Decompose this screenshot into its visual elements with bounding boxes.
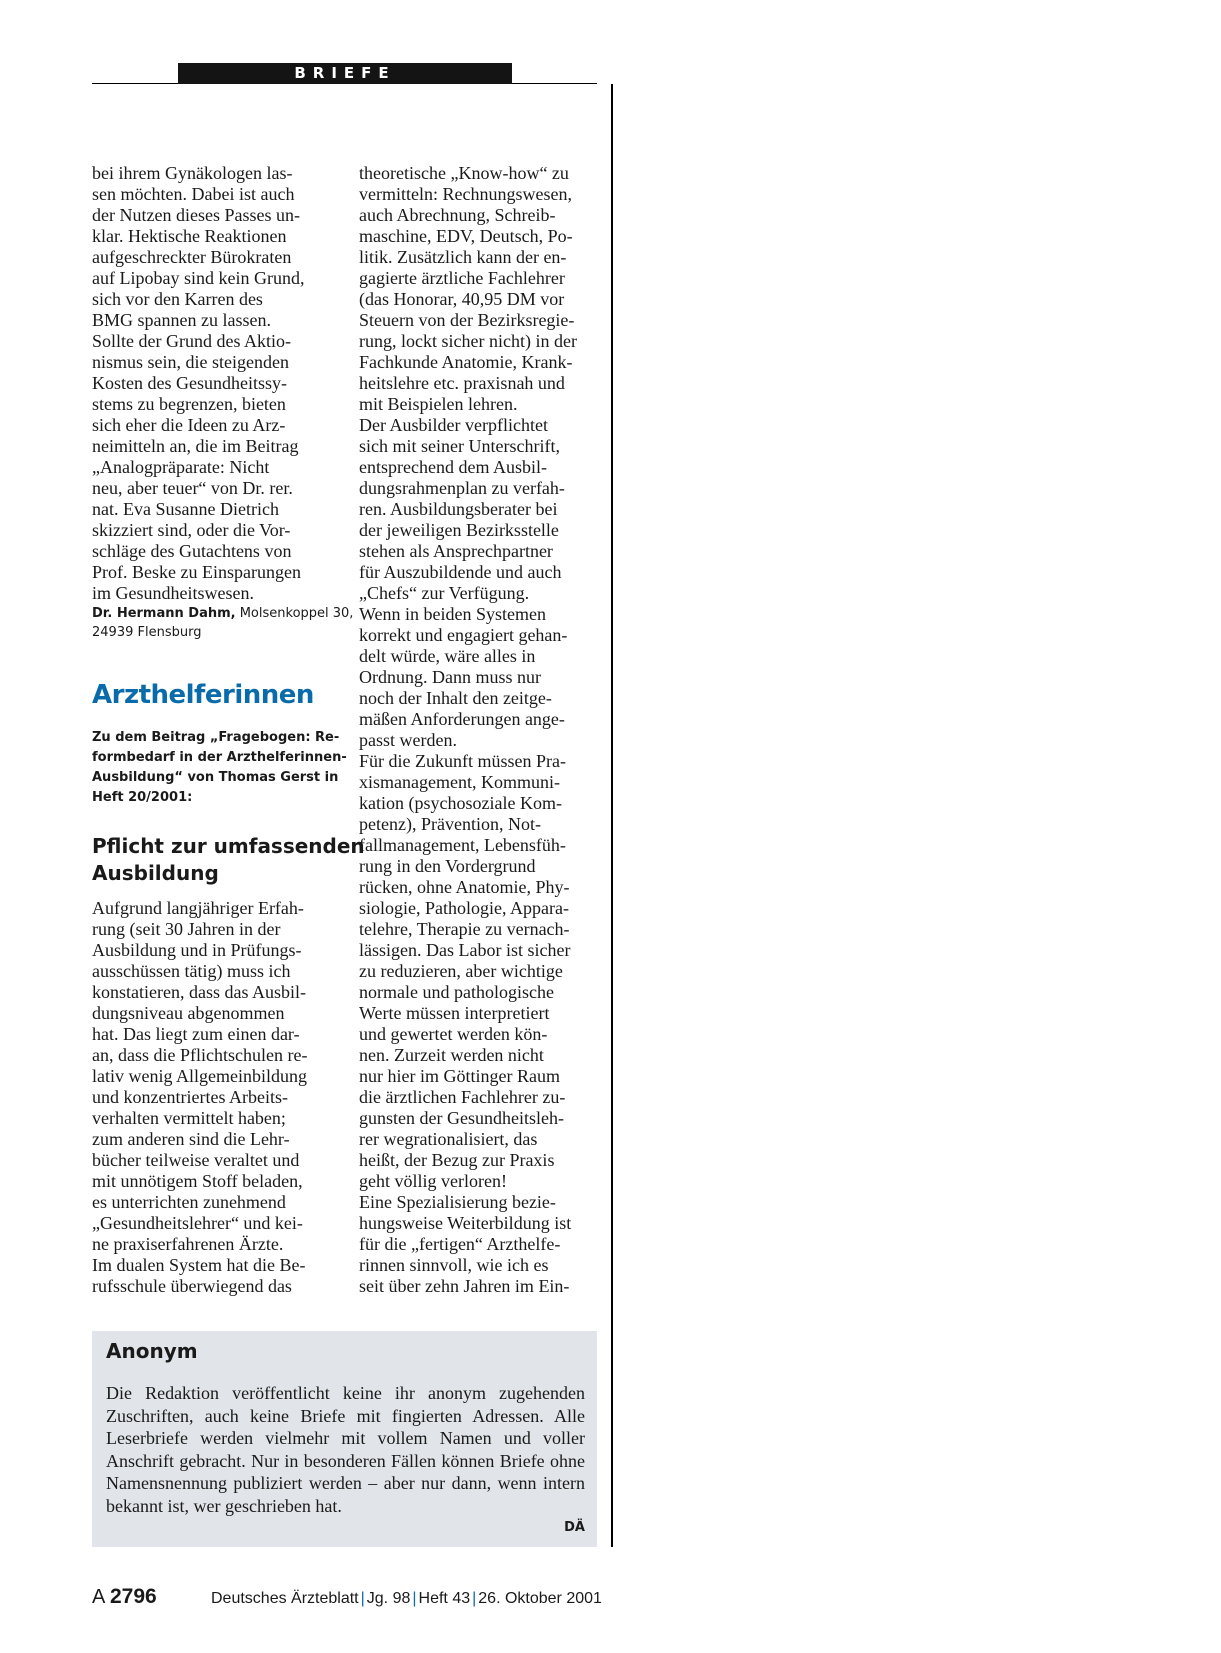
body-text-line: noch der Inhalt den zeitge-	[359, 688, 552, 708]
page-prefix: A	[92, 1586, 106, 1608]
body-text-line: ne praxiserfahrenen Ärzte.	[92, 1234, 284, 1254]
body-text-line: im Gesundheitswesen.	[92, 583, 254, 603]
body-text-line: xismanagement, Kommuni-	[359, 772, 560, 792]
body-text-line: Prof. Beske zu Einsparungen	[92, 562, 301, 582]
body-text-line: hat. Das liegt zum einen dar-	[92, 1024, 300, 1044]
body-text-line: es unterrichten zunehmend	[92, 1192, 286, 1212]
body-text-line: Ausbildung und in Prüfungs-	[92, 940, 302, 960]
body-text-line: Der Ausbilder verpflichtet	[359, 415, 548, 435]
body-text-line: kation (psychosoziale Kom-	[359, 793, 562, 813]
author-street: Molsenkoppel 30,	[235, 606, 354, 621]
page-number: 2796	[110, 1585, 157, 1608]
notice-body: Die Redaktion veröffentlicht keine ihr anonym zugehenden Zuschriften, auch keine Briefe mit fingierten Adressen. Alle Leserbriefe werden vielmehr mit vollem Namen und voller Anschrift gebracht. Nur in besonderen Fällen können Briefe ohne Namensnennung publiziert werden – aber nur dann, wenn intern bekannt ist, wer geschrieben hat.	[106, 1383, 585, 1516]
body-text-line: zum anderen sind die Lehr-	[92, 1129, 290, 1149]
body-text-line: rung (seit 30 Jahren in der	[92, 919, 281, 939]
body-text-line: auf Lipobay sind kein Grund,	[92, 268, 305, 288]
body-text-line: vermitteln: Rechnungswesen,	[359, 184, 572, 204]
body-text-line: klar. Hektische Reaktionen	[92, 226, 287, 246]
body-text-line: ren. Ausbildungsberater bei	[359, 499, 558, 519]
article-reference-intro	[92, 728, 347, 808]
body-text-line: lässigen. Das Labor ist sicher	[359, 940, 571, 960]
body-text-line: aufgeschreckter Bürokraten	[92, 247, 292, 267]
body-text-line: entsprechend dem Ausbil-	[359, 457, 547, 477]
headline-line: Pflicht zur umfassenden	[92, 834, 365, 858]
body-text-line: seit über zehn Jahren im Ein-	[359, 1276, 570, 1296]
body-text-line: mit Beispielen lehren.	[359, 394, 518, 414]
body-text-line: für Auszubildende und auch	[359, 562, 562, 582]
body-text-line: an, dass die Pflichtschulen re-	[92, 1045, 308, 1065]
body-text-line: bücher teilweise veraltet und	[92, 1150, 300, 1170]
body-text-line: rücken, ohne Anatomie, Phy-	[359, 877, 570, 897]
body-text-line: Im dualen System hat die Be-	[92, 1255, 306, 1275]
intro-line: formbedarf in der Arzthelferinnen-	[92, 750, 347, 765]
body-text-line: lativ wenig Allgemeinbildung	[92, 1066, 307, 1086]
body-text-line: maschine, EDV, Deutsch, Po-	[359, 226, 573, 246]
body-text-line: sen möchten. Dabei ist auch	[92, 184, 295, 204]
body-text-line: sich vor den Karren des	[92, 289, 263, 309]
body-text-line: und konzentriertes Arbeits-	[92, 1087, 288, 1107]
body-text-line: schläge des Gutachtens von	[92, 541, 292, 561]
section-title: Arzthelferinnen	[92, 680, 314, 710]
body-text-line: die ärztlichen Fachlehrer zu-	[359, 1087, 566, 1107]
body-text-line: heitslehre etc. praxisnah und	[359, 373, 565, 393]
body-text-line: Wenn in beiden Systemen	[359, 604, 547, 624]
left-column-text-2	[92, 898, 340, 1297]
left-column-text	[92, 163, 354, 642]
body-text-line: rung, lockt sicher nicht) in der	[359, 331, 577, 351]
body-text-line: der Nutzen dieses Passes un-	[92, 205, 300, 225]
body-text-line: Werte müssen interpretiert	[359, 1003, 550, 1023]
body-text-line: Fachkunde Anatomie, Krank-	[359, 352, 573, 372]
issue: Heft 43	[418, 1590, 471, 1607]
author-name: Dr. Hermann Dahm,	[92, 606, 236, 621]
body-text-line: mit unnötigem Stoff beladen,	[92, 1171, 303, 1191]
body-text-line: korrekt und engagiert gehan-	[359, 625, 568, 645]
body-text-line: passt werden.	[359, 730, 457, 750]
body-text-line: neimitteln an, die im Beitrag	[92, 436, 299, 456]
anonym-notice-box	[92, 1331, 597, 1547]
body-text-line: Aufgrund langjähriger Erfah-	[92, 898, 304, 918]
body-text-line: litik. Zusätzlich kann der en-	[359, 247, 567, 267]
body-text-line: delt würde, wäre alles in	[359, 646, 536, 666]
body-text-line: stems zu begrenzen, bieten	[92, 394, 286, 414]
body-text-line: zu reduzieren, aber wichtige	[359, 961, 563, 981]
body-text-line: theoretische „Know-how“ zu	[359, 163, 569, 183]
body-text-line: siologie, Pathologie, Appara-	[359, 898, 569, 918]
body-text-line: Eine Spezialisierung bezie-	[359, 1192, 556, 1212]
intro-line: Ausbildung“ von Thomas Gerst in	[92, 770, 339, 785]
body-text-line: neu, aber teuer“ von Dr. rer.	[92, 478, 293, 498]
body-text-line: nur hier im Göttinger Raum	[359, 1066, 560, 1086]
body-text-line: mäßen Anforderungen ange-	[359, 709, 565, 729]
body-text-line: rung in den Vordergrund	[359, 856, 536, 876]
body-text-line: normale und pathologische	[359, 982, 554, 1002]
section-header-bar: BRIEFE	[178, 63, 512, 84]
body-text-line: der jeweiligen Bezirksstelle	[359, 520, 559, 540]
intro-line: Zu dem Beitrag „Fragebogen: Re-	[92, 730, 340, 745]
body-text-line: geht völlig verloren!	[359, 1171, 507, 1191]
journal-name: Deutsches Ärzteblatt	[211, 1590, 359, 1607]
body-text-line: und gewertet werden kön-	[359, 1024, 548, 1044]
body-text-line: stehen als Ansprechpartner	[359, 541, 553, 561]
notice-signature: DÄ	[564, 1520, 585, 1535]
body-text-line: hungsweise Weiterbildung ist	[359, 1213, 572, 1233]
body-text-line: sich eher die Ideen zu Arz-	[92, 415, 286, 435]
body-text-line: Kosten des Gesundheitssy-	[92, 373, 287, 393]
body-text-line: telehre, Therapie zu vernach-	[359, 919, 570, 939]
letter-headline	[92, 833, 365, 887]
body-text-line: dungsniveau abgenommen	[92, 1003, 285, 1023]
issue-date: 26. Oktober 2001	[478, 1590, 602, 1607]
body-text-line: Sollte der Grund des Aktio-	[92, 331, 291, 351]
body-text-line: BMG spannen zu lassen.	[92, 310, 271, 330]
body-text-line: petenz), Prävention, Not-	[359, 814, 541, 834]
body-text-line: konstatieren, dass das Ausbil-	[92, 982, 306, 1002]
body-text-line: fallmanagement, Lebensfüh-	[359, 835, 566, 855]
body-text-line: nismus sein, die steigenden	[92, 352, 289, 372]
publication-info: Deutsches Ärzteblatt | Jg. 98 | Heft 43 | 26. Oktober 2001	[211, 1590, 602, 1607]
body-text-line: „Gesundheitslehrer“ und kei-	[92, 1213, 303, 1233]
body-text-line: heißt, der Bezug zur Praxis	[359, 1150, 555, 1170]
body-text-line: Steuern von der Bezirksregie-	[359, 310, 575, 330]
right-column-text	[359, 163, 599, 1297]
body-text-line: nat. Eva Susanne Dietrich	[92, 499, 279, 519]
body-text-line: Ordnung. Dann muss nur	[359, 667, 541, 687]
body-text-line: verhalten vermittelt haben;	[92, 1108, 286, 1128]
body-text-line: auch Abrechnung, Schreib-	[359, 205, 556, 225]
headline-line: Ausbildung	[92, 861, 219, 885]
intro-line: Heft 20/2001:	[92, 790, 193, 805]
body-text-line: sich mit seiner Unterschrift,	[359, 436, 560, 456]
body-text-line: gagierte ärztliche Fachlehrer	[359, 268, 565, 288]
body-text-line: skizziert sind, oder die Vor-	[92, 520, 291, 540]
column-vertical-rule	[611, 84, 613, 1547]
body-text-line: rer wegrationalisiert, das	[359, 1129, 538, 1149]
body-text-line: gunsten der Gesundheitsleh-	[359, 1108, 564, 1128]
volume: Jg. 98	[366, 1590, 411, 1607]
body-text-line: für die „fertigen“ Arzthelfe-	[359, 1234, 561, 1254]
body-text-line: rinnen sinnvoll, wie ich es	[359, 1255, 549, 1275]
author-city: 24939 Flensburg	[92, 625, 202, 640]
body-text-line: Für die Zukunft müssen Pra-	[359, 751, 566, 771]
body-text-line: nen. Zurzeit werden nicht	[359, 1045, 544, 1065]
body-text-line: „Analogpräparate: Nicht	[92, 457, 270, 477]
body-text-line: ausschüssen tätig) muss ich	[92, 961, 291, 981]
author-signature	[92, 604, 354, 623]
body-text-line: (das Honorar, 40,95 DM vor	[359, 289, 565, 309]
body-text-line: dungsrahmenplan zu verfah-	[359, 478, 565, 498]
body-text-line: bei ihrem Gynäkologen las-	[92, 163, 293, 183]
notice-title: Anonym	[106, 1339, 198, 1363]
body-text-line: „Chefs“ zur Verfügung.	[359, 583, 530, 603]
body-text-line: rufsschule überwiegend das	[92, 1276, 292, 1296]
